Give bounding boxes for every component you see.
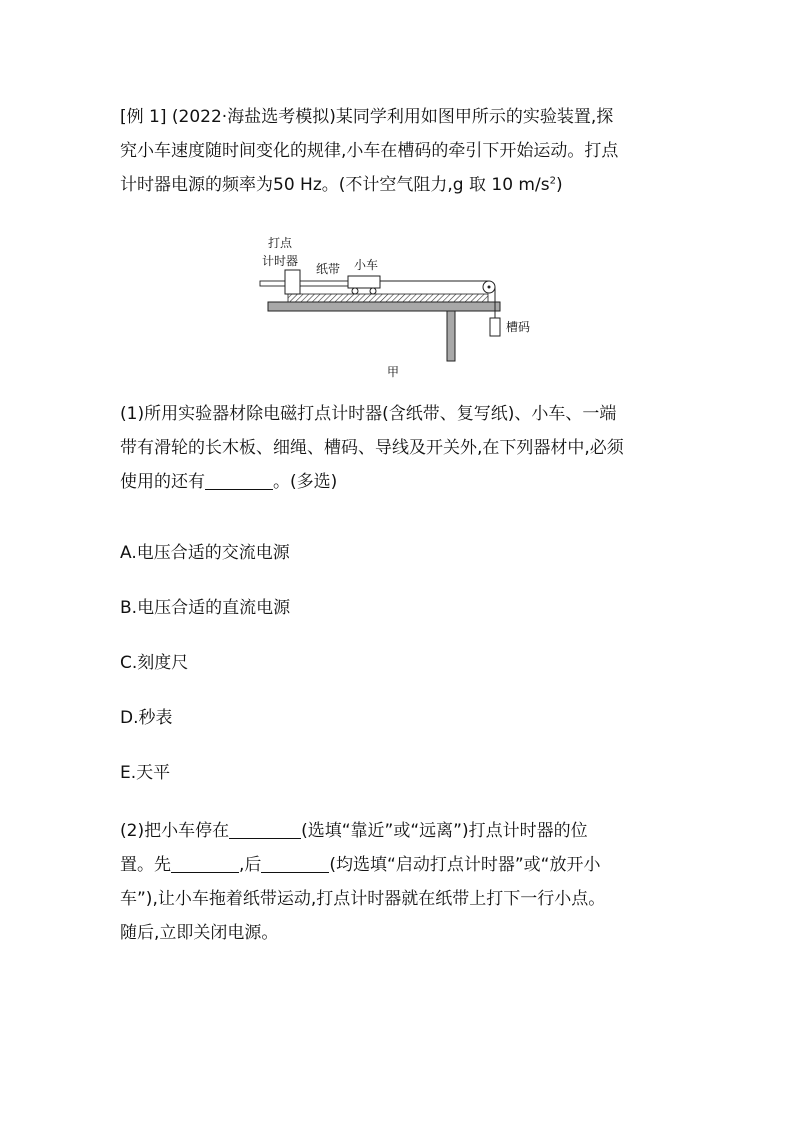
label-cart: 小车 bbox=[354, 258, 379, 272]
part1-line-3 bbox=[120, 465, 680, 499]
part1-text-3-end: 。(多选) bbox=[273, 472, 338, 492]
part1-text-3: 使用的还有 bbox=[120, 472, 205, 492]
table-leg bbox=[447, 311, 455, 361]
cart-wheel-front bbox=[352, 288, 358, 294]
hanging-weight bbox=[490, 318, 500, 336]
part1-line-2: 带有滑轮的长木板、细绳、槽码、导线及开关外,在下列器材中,必须 bbox=[120, 438, 624, 458]
superscript-2: 2 bbox=[549, 175, 556, 187]
apparatus-figure bbox=[250, 228, 550, 388]
option-b: B.电压合适的直流电源 bbox=[120, 598, 291, 618]
stem-line-2: 究小车速度随时间变化的规律,小车在槽码的牵引下开始运动。打点 bbox=[120, 141, 619, 161]
stem-line-3 bbox=[120, 168, 680, 202]
part2-text-2-end: (均选填“启动打点计时器”或“放开小 bbox=[329, 855, 601, 875]
part2-line-4: 随后,立即关闭电源。 bbox=[120, 923, 279, 943]
part1-question bbox=[120, 397, 680, 499]
option-c: C.刻度尺 bbox=[120, 653, 189, 673]
option-e: E.天平 bbox=[120, 763, 171, 783]
question-source: (2022·海盐选考模拟) bbox=[171, 107, 336, 127]
stem-line-1 bbox=[120, 100, 680, 134]
label-tape: 纸带 bbox=[316, 262, 341, 276]
table-board bbox=[268, 302, 500, 311]
stem-text-3-end: ) bbox=[555, 175, 563, 195]
answer-blank-3[interactable] bbox=[171, 854, 239, 873]
answer-blank-1[interactable] bbox=[205, 471, 273, 490]
plank-surface bbox=[288, 294, 488, 302]
option-d: D.秒表 bbox=[120, 708, 173, 728]
answer-blank-2[interactable] bbox=[229, 820, 301, 839]
timer-box bbox=[285, 270, 300, 294]
part1-line-1: (1)所用实验器材除电磁打点计时器(含纸带、复写纸)、小车、一端 bbox=[120, 404, 617, 424]
label-timer-2: 计时器 bbox=[262, 254, 299, 268]
part2-text-1-end: (选填“靠近”或“远离”)打点计时器的位 bbox=[301, 821, 588, 841]
pulley-axle bbox=[488, 286, 491, 289]
stem-text-3: 计时器电源的频率为50 Hz。(不计空气阻力,g 取 10 m/s bbox=[120, 175, 550, 195]
figure-caption: 甲 bbox=[387, 365, 400, 379]
example-tag: [例 1] bbox=[120, 107, 167, 127]
part2-text-2-mid: ,后 bbox=[239, 855, 262, 875]
apparatus-diagram bbox=[250, 228, 550, 388]
stem-text-1: 某同学利用如图甲所示的实验装置,探 bbox=[335, 107, 614, 127]
part2-question bbox=[120, 814, 680, 950]
option-a: A.电压合适的交流电源 bbox=[120, 543, 290, 563]
label-weight: 槽码 bbox=[506, 320, 531, 334]
part2-line-3: 车”),让小车拖着纸带运动,打点计时器就在纸带上打下一行小点。 bbox=[120, 889, 606, 909]
cart-body bbox=[348, 276, 380, 288]
part2-line-2 bbox=[120, 848, 680, 882]
part2-text-1: (2)把小车停在 bbox=[120, 821, 230, 841]
label-timer-1: 打点 bbox=[268, 236, 293, 250]
paper-tape bbox=[260, 281, 350, 286]
answer-blank-4[interactable] bbox=[261, 854, 329, 873]
cart-wheel-back bbox=[370, 288, 376, 294]
part2-text-2: 置。先 bbox=[120, 855, 171, 875]
question-stem bbox=[120, 100, 680, 202]
part2-line-1 bbox=[120, 814, 680, 848]
